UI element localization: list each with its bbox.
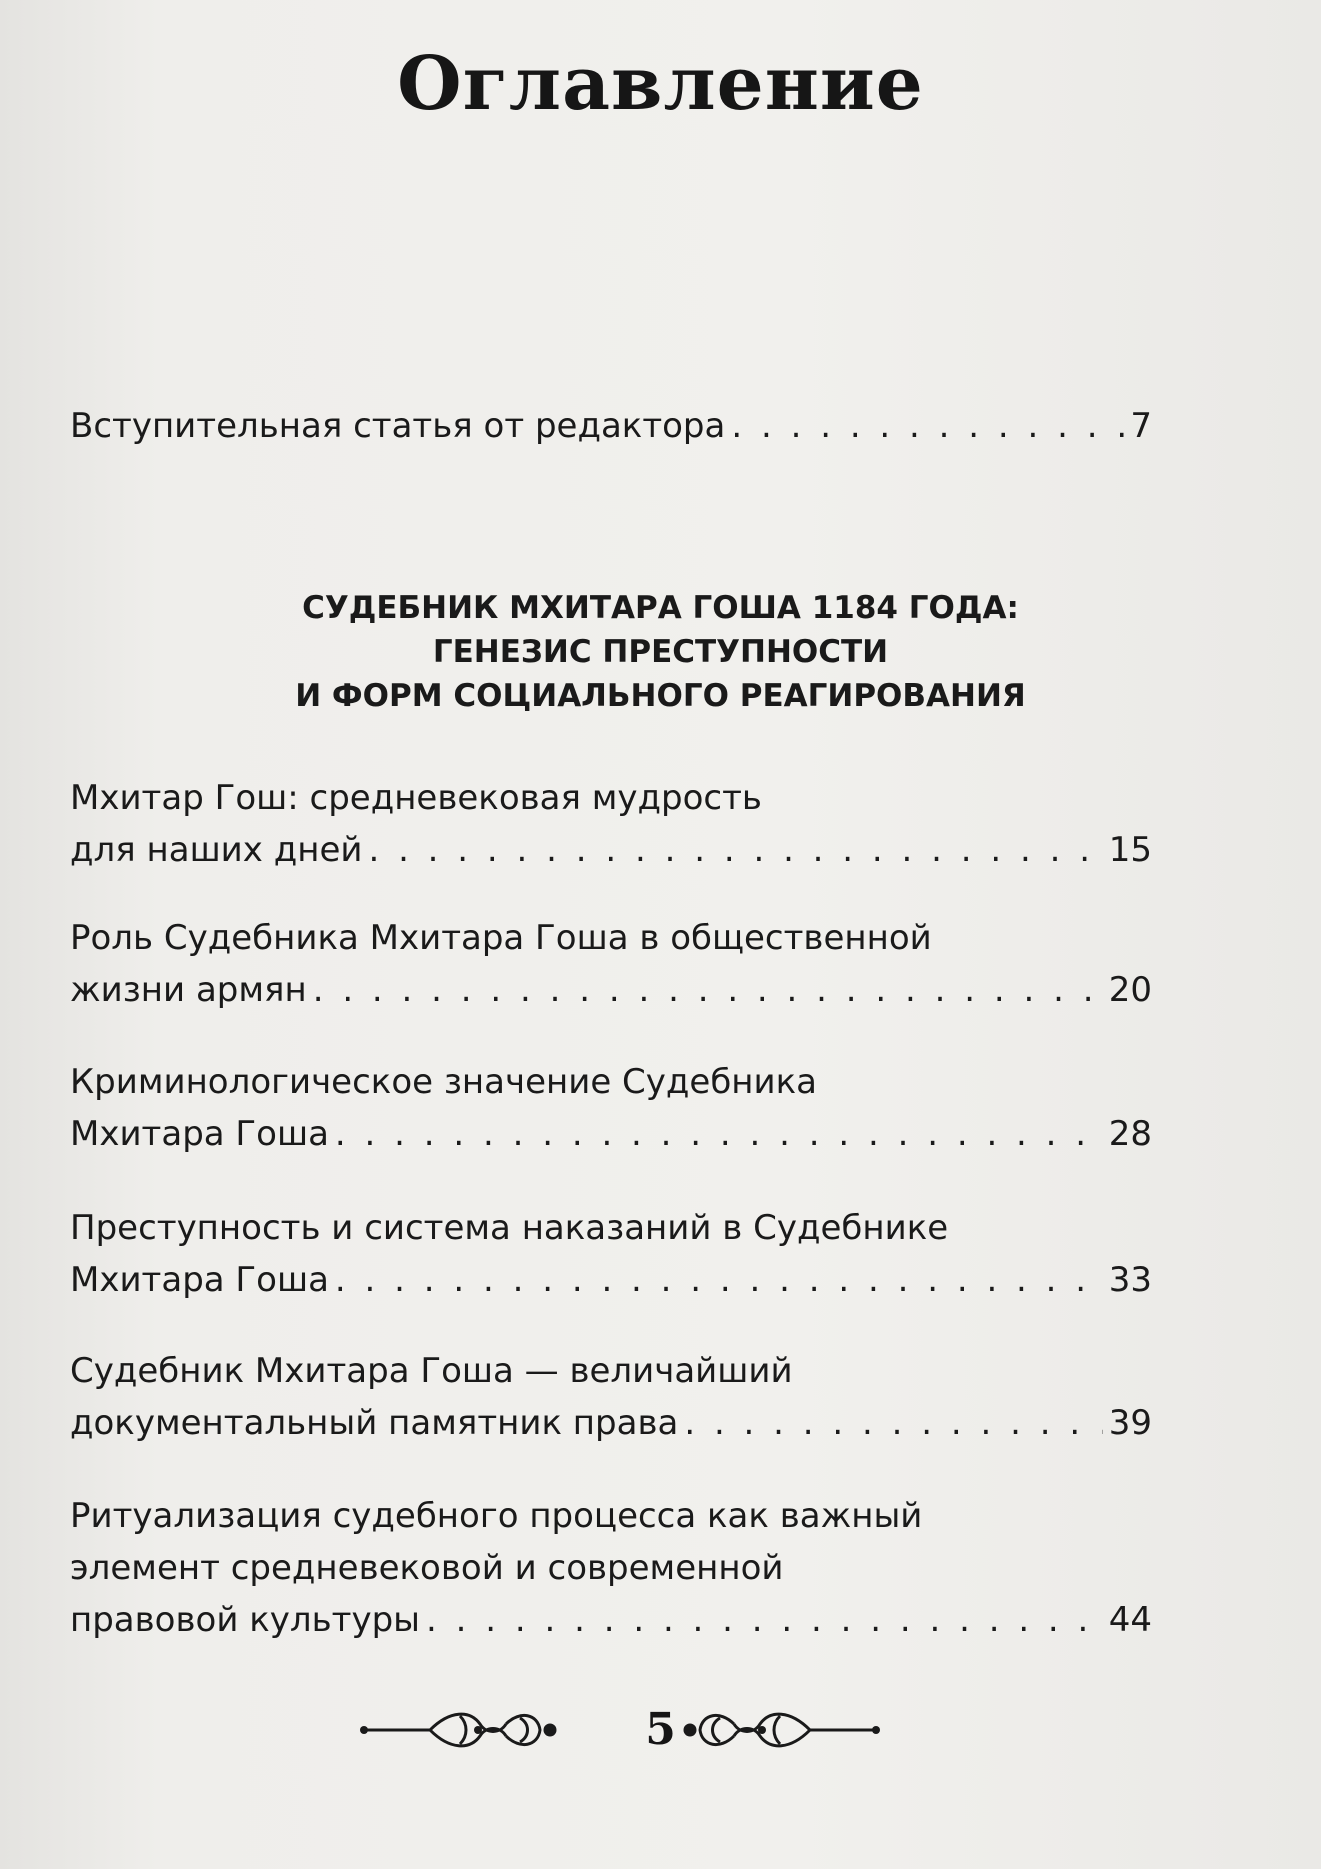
toc-entry-title: жизни армян	[70, 970, 307, 1010]
toc-entry-intro[interactable]	[70, 400, 1152, 452]
toc-entry-title: правовой культуры	[70, 1600, 421, 1640]
toc-entry-title-line: Мхитар Гош: средневековая мудрость	[70, 778, 762, 818]
toc-entry-title: Мхитара Гоша	[70, 1260, 329, 1300]
section-heading-line: И ФОРМ СОЦИАЛЬНОГО РЕАГИРОВАНИЯ	[295, 678, 1026, 714]
toc-entry[interactable]	[70, 1202, 1152, 1306]
toc-page-number: 7	[1130, 406, 1152, 446]
toc-entry-line	[70, 1254, 1152, 1306]
toc-entry-line	[70, 1397, 1152, 1449]
toc-page-number: 28	[1108, 1114, 1152, 1154]
toc-page-number: 44	[1108, 1600, 1152, 1640]
toc-entry[interactable]	[70, 1056, 1152, 1160]
toc-entry-title-line: Преступность и система наказаний в Судебнике	[70, 1208, 949, 1248]
toc-entry-title-line: Судебник Мхитара Гоша — величайший	[70, 1351, 793, 1391]
section-heading-line: ГЕНЕЗИС ПРЕСТУПНОСТИ	[432, 634, 889, 670]
toc-entry-title: Мхитара Гоша	[70, 1114, 329, 1154]
toc-entry-title-line: Ритуализация судебного процесса как важный	[70, 1496, 923, 1536]
toc-entry-line	[70, 964, 1152, 1016]
toc-entry[interactable]	[70, 772, 1152, 876]
toc-entry-title-line: элемент средневековой и современной	[70, 1548, 784, 1588]
toc-page-number: 39	[1108, 1403, 1152, 1443]
section-heading	[0, 586, 1321, 718]
section-heading-line: СУДЕБНИК МХИТАРА ГОША 1184 ГОДА:	[302, 590, 1019, 626]
toc-entry-line	[70, 400, 1152, 452]
dot-leader	[313, 964, 1103, 1016]
page-number: 5	[645, 1704, 676, 1755]
toc-entry-line	[70, 1594, 1152, 1646]
toc-entry[interactable]	[70, 1490, 1152, 1646]
toc-entry-title: для наших дней	[70, 830, 363, 870]
toc-page-number: 15	[1108, 830, 1152, 870]
dot-leader	[335, 1108, 1103, 1160]
toc-entry[interactable]	[70, 912, 1152, 1016]
toc-entry-line	[70, 1108, 1152, 1160]
toc-page-number: 33	[1108, 1260, 1152, 1300]
toc-entry-title-line: Роль Судебника Мхитара Гоша в общественной	[70, 918, 932, 958]
toc-page-number: 20	[1108, 970, 1152, 1010]
dot-leader	[335, 1254, 1103, 1306]
toc-entry[interactable]	[70, 1345, 1152, 1449]
toc-entry-line	[70, 824, 1152, 876]
toc-entry-title-line: Криминологическое значение Судебника	[70, 1062, 818, 1102]
page-title: Оглавление	[397, 41, 924, 127]
dot-leader	[684, 1397, 1102, 1449]
flourish-ornament-right-icon	[680, 1704, 880, 1756]
toc-entry-title: документальный памятник права	[70, 1403, 679, 1443]
dot-leader	[368, 824, 1102, 876]
page-footer	[0, 1700, 1321, 1760]
dot-leader	[731, 400, 1124, 452]
dot-leader	[426, 1594, 1103, 1646]
toc-entry-title: Вступительная статья от редактора	[70, 406, 726, 446]
